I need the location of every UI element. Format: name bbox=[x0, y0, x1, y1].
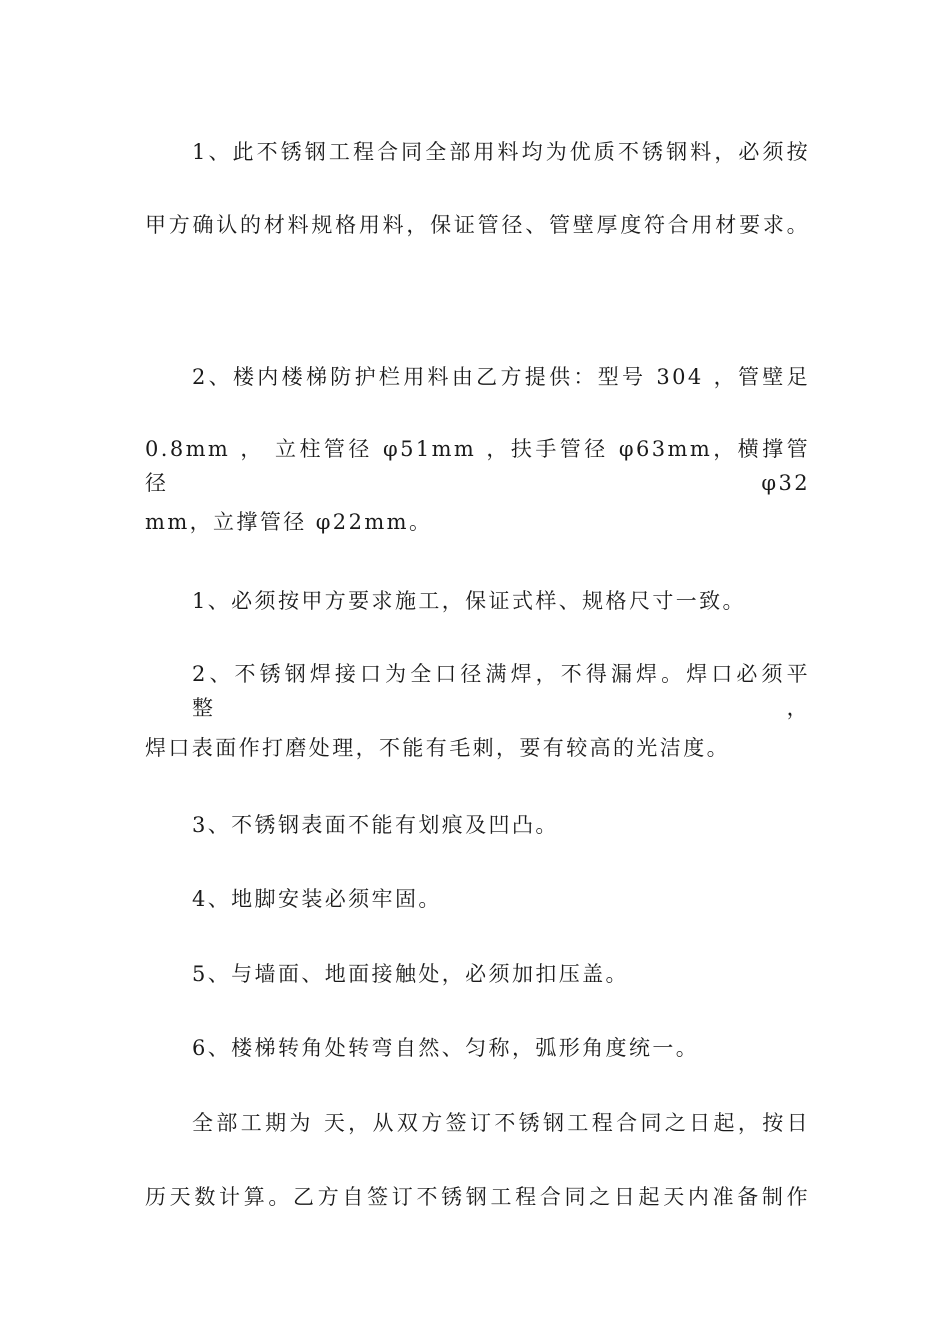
paragraph-line: mm，立撑管径 φ22mm。 bbox=[145, 510, 433, 534]
paragraph-line: 5、与墙面、地面接触处，必须加扣压盖。 bbox=[192, 962, 629, 986]
paragraph-line: 3、不锈钢表面不能有划痕及凹凸。 bbox=[192, 813, 559, 837]
paragraph-line: 历天数计算。乙方自签订不锈钢工程合同之日起天内准备制作 bbox=[145, 1185, 810, 1209]
paragraph-line: 甲方确认的材料规格用料，保证管径、管壁厚度符合用材要求。 bbox=[145, 213, 810, 237]
paragraph-line: 全部工期为 天，从双方签订不锈钢工程合同之日起，按日 bbox=[192, 1111, 810, 1135]
paragraph-line: 1、必须按甲方要求施工，保证式样、规格尺寸一致。 bbox=[192, 589, 746, 613]
paragraph-line: 0.8mm ， 立柱管径 φ51mm ，扶手管径 φ63mm，横撑管径 φ32 bbox=[145, 437, 810, 495]
paragraph-line: 2、楼内楼梯防护栏用料由乙方提供：型号 304 ，管壁足 bbox=[192, 365, 810, 389]
paragraph-line: 4、地脚安装必须牢固。 bbox=[192, 887, 442, 911]
paragraph-line: 焊口表面作打磨处理，不能有毛刺，要有较高的光洁度。 bbox=[145, 736, 730, 760]
paragraph-line: 6、楼梯转角处转弯自然、匀称，弧形角度统一。 bbox=[192, 1036, 700, 1060]
paragraph-line: 2、不锈钢焊接口为全口径满焊，不得漏焊。焊口必须平整， bbox=[192, 662, 810, 720]
paragraph-line: 1、此不锈钢工程合同全部用料均为优质不锈钢料，必须按 bbox=[192, 140, 810, 164]
